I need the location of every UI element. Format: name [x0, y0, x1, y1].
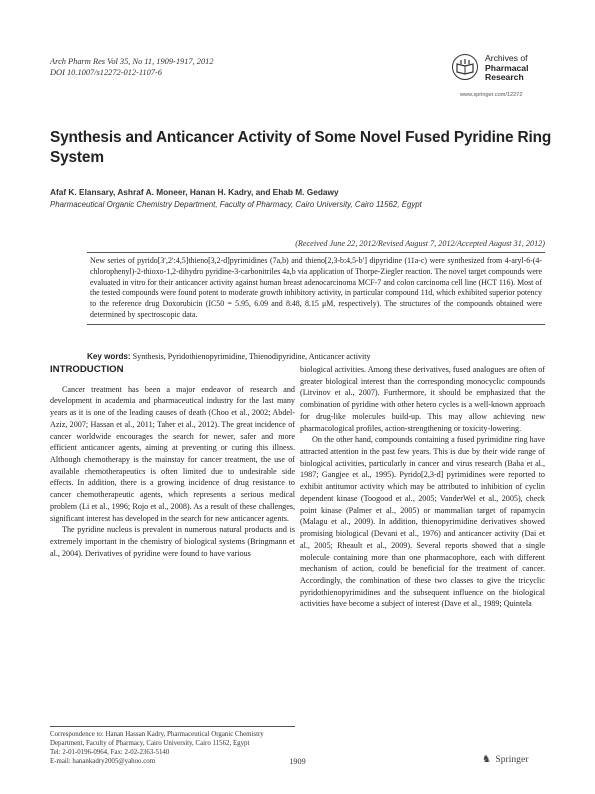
journal-name-line2: Pharmacal — [485, 62, 529, 73]
paragraph: The pyridine nucleus is prevalent in numerous natural products and is extremely important in the chemistry of biological systems (Bringmann et al., 2004). Derivatives of pyridine were found to have various — [50, 525, 295, 558]
paragraph: On the other hand, compounds containing a fused pyrimidine ring have attracted attention in the past few years. This is due by their wide range of biological activities, particularly in cancer and virus research (Baba et al., 1987; Gangjee et al., 1995). Pyrido[2,3-d] pyrimidines were reported to exhibit antitumor activity which may be attributed to inhibition of cyclin dependent kinase (Toogood et al., 2005; VanderWel et al., 2005), check point kinase (Palmer et al., 2005) or mammalian target of rapamycin (Malagu et al., 2009). In addition, thienopyrimidine derivatives showed promising biological (Devani et al., 1976) and anticancer activity (Dai et al., 2005; Rheault et al., 2009). Several reports showed that a single molecule containing more than one pharmacophore, each with different mechanism of action, could be beneficial for the treatment of cancer. Accordingly, the combination of these two classes to give the tricyclic pyridothienopyrimidines and the subsequent influence on the biological activities have become a subject of interest (Dave et al., 1989; Quintela — [300, 435, 545, 609]
section-heading-introduction: INTRODUCTION — [50, 364, 124, 375]
abstract-text: New series of pyrido[3′,2′:4,5]thieno[3,2-d]pyrimidines (7a,b) and thieno[2,3-b:4,5-b′] dipyridine (11a-c) were synthesized from 4-aryl-6-(4-chlorophenyl)-2-thioxo-1,2-dihydro pyridine-3-carbonitriles 4a,b via application of Thorpe-Ziegler reaction. The novel target compounds were evaluated in vitro for their anticancer activity against human breast adenocarcinoma MCF-7 and colon carcinoma cell line (HCT 116). Most of the tested compounds were found potent to moderate growth inhibitory activity, in particular compound 11d, which exhibited superior potency to the reference drug Doxorubicin (IC50 = 5.95, 6.09 and 8.48, 8.15 μM, respectively). The structures of the compounds obtained were determined by spectroscopic data. — [90, 256, 542, 319]
springer-horse-icon: ♞ — [482, 754, 491, 765]
citation-line: Arch Pharm Res Vol 35, No 11, 1909-1917, 2012 — [50, 57, 214, 66]
left-column — [50, 364, 295, 560]
article-title: Synthesis and Anticancer Activity of Some Novel Fused Pyridine Ring System — [50, 129, 552, 166]
received-dates: (Received June 22, 2012/Revised August 7, 2012/Accepted August 31, 2012) — [295, 239, 545, 248]
footnote-phone: Tel: 2-01-0196-0964, Fax: 2-02-2363-5140 — [50, 749, 170, 756]
publisher-name: Springer — [495, 754, 529, 765]
page-number: 1909 — [289, 757, 306, 766]
journal-name-line3: Research — [485, 72, 524, 83]
journal-logo[interactable] — [452, 52, 552, 102]
journal-name — [485, 54, 528, 83]
affiliation: Pharmaceutical Organic Chemistry Department, Faculty of Pharmacy, Cairo University, Cairo 11562, Egypt — [50, 200, 422, 209]
journal-name-line1: Archives of — [485, 53, 528, 63]
paragraph: Cancer treatment has been a major endeavor of research and development in academia and pharmaceutical industry for the last many years as it is one of the leading causes of death (Choo et al., 2002; Abdel-Aziz, 2007; Hassan et al., 2011; Taher et al., 2012). The great incidence of cancer worldwide encourages the search for newer, safer and more efficient anticancer agents, aiming at preventing or curing this illness. Although chemotherapy is the mainstay for cancer treatment, the use of available chemotherapeutics is often limited due to undesirable side effects. In addition, there is a growing incidence of drug resistance to cancer chemotherapeutic agents, which represents a serious medical problem (Li et al., 1996; Rojo et al., 2008). As a result of these challenges, significant interest has developed in the search for new anticancer agents. — [50, 384, 295, 523]
keywords-line — [87, 352, 547, 361]
keywords-text: Synthesis, Pyridothienopyrimidine, Thienodipyridine, Anticancer activity — [132, 352, 371, 361]
footnote-email[interactable]: E-mail: hanankadry2005@yahoo.com — [50, 758, 156, 765]
paragraph: biological activities. Among these derivatives, fused analogues are often of greater biological interest than the corresponding monocyclic compounds (Litvinov et al., 2007). Furthermore, it should be emphasized that the combination of pyridine with other hetero cycles is a well-known approach for drug-like molecules build-up. This may allow achieving new pharmacological profiles, action-strengthening or toxicity-lowering. — [300, 365, 545, 433]
publisher-logo — [482, 754, 528, 765]
journal-url[interactable]: www.springer.com/12272 — [460, 92, 523, 98]
footnote-correspondence: Correspondence to: Hanan Hassan Kadry, Pharmaceutical Organic Chemistry Department, Faculty of Pharmacy, Cairo University, Cairo 11562, Egypt — [50, 731, 264, 747]
right-column — [300, 364, 545, 610]
author-list: Afaf K. Elansary, Ashraf A. Moneer, Hanan H. Kadry, and Ehab M. Gedawy — [50, 187, 339, 197]
keywords-label: Key words: — [87, 352, 131, 361]
abstract-box — [87, 252, 545, 325]
doi-line: DOI 10.1007/s12272-012-1107-6 — [50, 68, 162, 77]
open-book-with-hands-icon — [452, 54, 478, 80]
article-meta — [50, 56, 214, 78]
